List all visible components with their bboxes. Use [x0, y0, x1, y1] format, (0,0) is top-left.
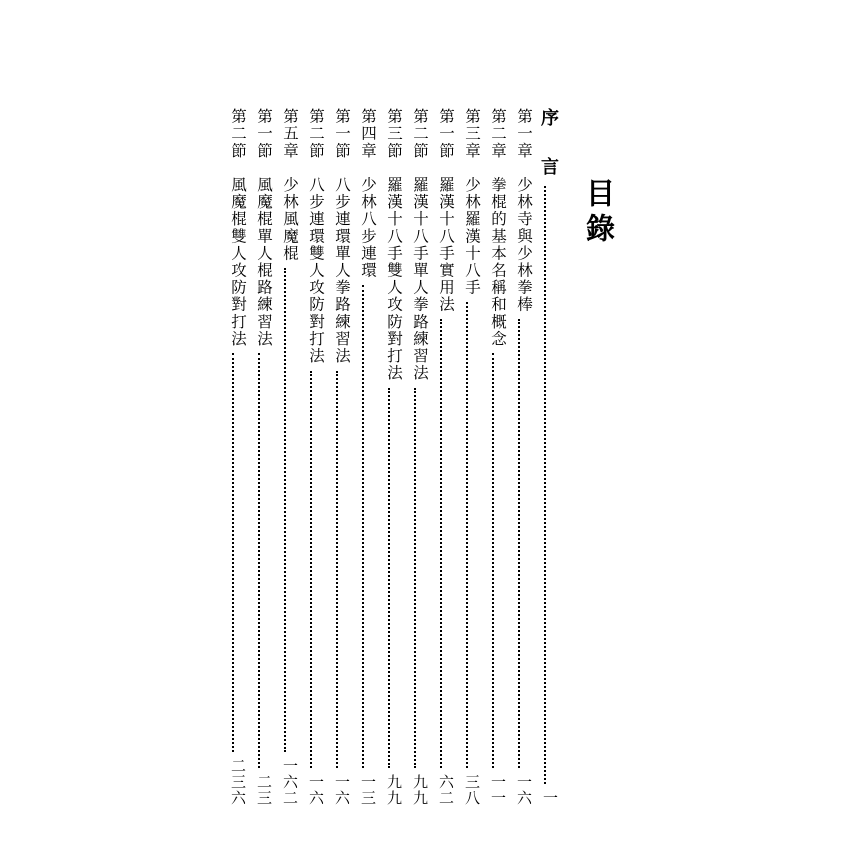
- toc-entry-list: [228, 108, 558, 808]
- toc-entry-label: 第一節 羅漢十八手實用法: [437, 108, 455, 314]
- toc-entry-page-number: 一六: [307, 774, 325, 806]
- toc-entry-page-number: 九九: [411, 774, 429, 806]
- toc-entry[interactable]: [324, 108, 350, 808]
- toc-entry-label: 第三章 少林羅漢十八手: [463, 108, 481, 297]
- leader-dots: [362, 285, 364, 768]
- toc-entry[interactable]: [350, 108, 376, 808]
- toc-entry-page-number: 一六二: [281, 758, 299, 806]
- leader-dots: [284, 268, 286, 752]
- toc-entry-page-number: 一六: [333, 774, 351, 806]
- toc-entry-page-number: 九九: [385, 774, 403, 806]
- toc-entry[interactable]: [480, 108, 506, 808]
- toc-entry[interactable]: [246, 108, 272, 808]
- leader-dots: [518, 319, 520, 768]
- toc-entry[interactable]: [272, 108, 298, 808]
- toc-entry-label: 第五章 少林風魔棍: [281, 108, 299, 262]
- toc-entry-label: 第二章 拳棍的基本名稱和概念: [489, 108, 507, 348]
- leader-dots: [388, 388, 390, 768]
- toc-entry-page-number: 一三: [359, 774, 377, 806]
- leader-dots: [336, 371, 338, 769]
- toc-entry[interactable]: [220, 108, 246, 808]
- toc-entry-page-number: 一六: [515, 774, 533, 806]
- leader-dots: [310, 371, 312, 769]
- toc-entry-page-number: 二三: [255, 774, 273, 806]
- toc-entry-page-number: 六二: [437, 774, 455, 806]
- toc-entry-label: 第一節 八步連環單人拳路練習法: [333, 108, 351, 365]
- toc-entry-page-number: 二三六: [229, 758, 247, 806]
- leader-dots: [258, 353, 260, 768]
- toc-entry[interactable]: [298, 108, 324, 808]
- toc-entry[interactable]: [428, 108, 454, 808]
- toc-entry-label: 第三節 羅漢十八手雙人攻防對打法: [385, 108, 403, 382]
- leader-dots: [232, 353, 234, 752]
- toc-entry-label: 第二節 八步連環雙人攻防對打法: [307, 108, 325, 365]
- toc-entry[interactable]: [376, 108, 402, 808]
- toc-entry-label: 第一章 少林寺與少林拳棒: [515, 108, 533, 314]
- leader-dots: [440, 319, 442, 768]
- leader-dots: [414, 388, 416, 768]
- toc-entry[interactable]: [454, 108, 480, 808]
- toc-entry-page-number: 一: [541, 790, 559, 806]
- toc-entry-label: 第二節 風魔棍雙人攻防對打法: [229, 108, 247, 348]
- toc-entry-label: 第四章 少林八步連環: [359, 108, 377, 279]
- toc-entry[interactable]: [506, 108, 532, 808]
- toc-entry-label: 第二節 羅漢十八手單人拳路練習法: [411, 108, 429, 382]
- toc-entry[interactable]: [402, 108, 428, 808]
- page-title: 目錄: [582, 178, 616, 248]
- toc-entry-label: 序 言: [538, 108, 559, 180]
- leader-dots: [466, 302, 468, 768]
- toc-entry-page-number: 三八: [463, 774, 481, 806]
- toc-entry-label: 第一節 風魔棍單人棍路練習法: [255, 108, 273, 348]
- leader-dots: [492, 353, 494, 768]
- toc-entry-page-number: 一一: [489, 774, 507, 806]
- leader-dots: [544, 186, 546, 784]
- toc-entry[interactable]: [532, 108, 558, 808]
